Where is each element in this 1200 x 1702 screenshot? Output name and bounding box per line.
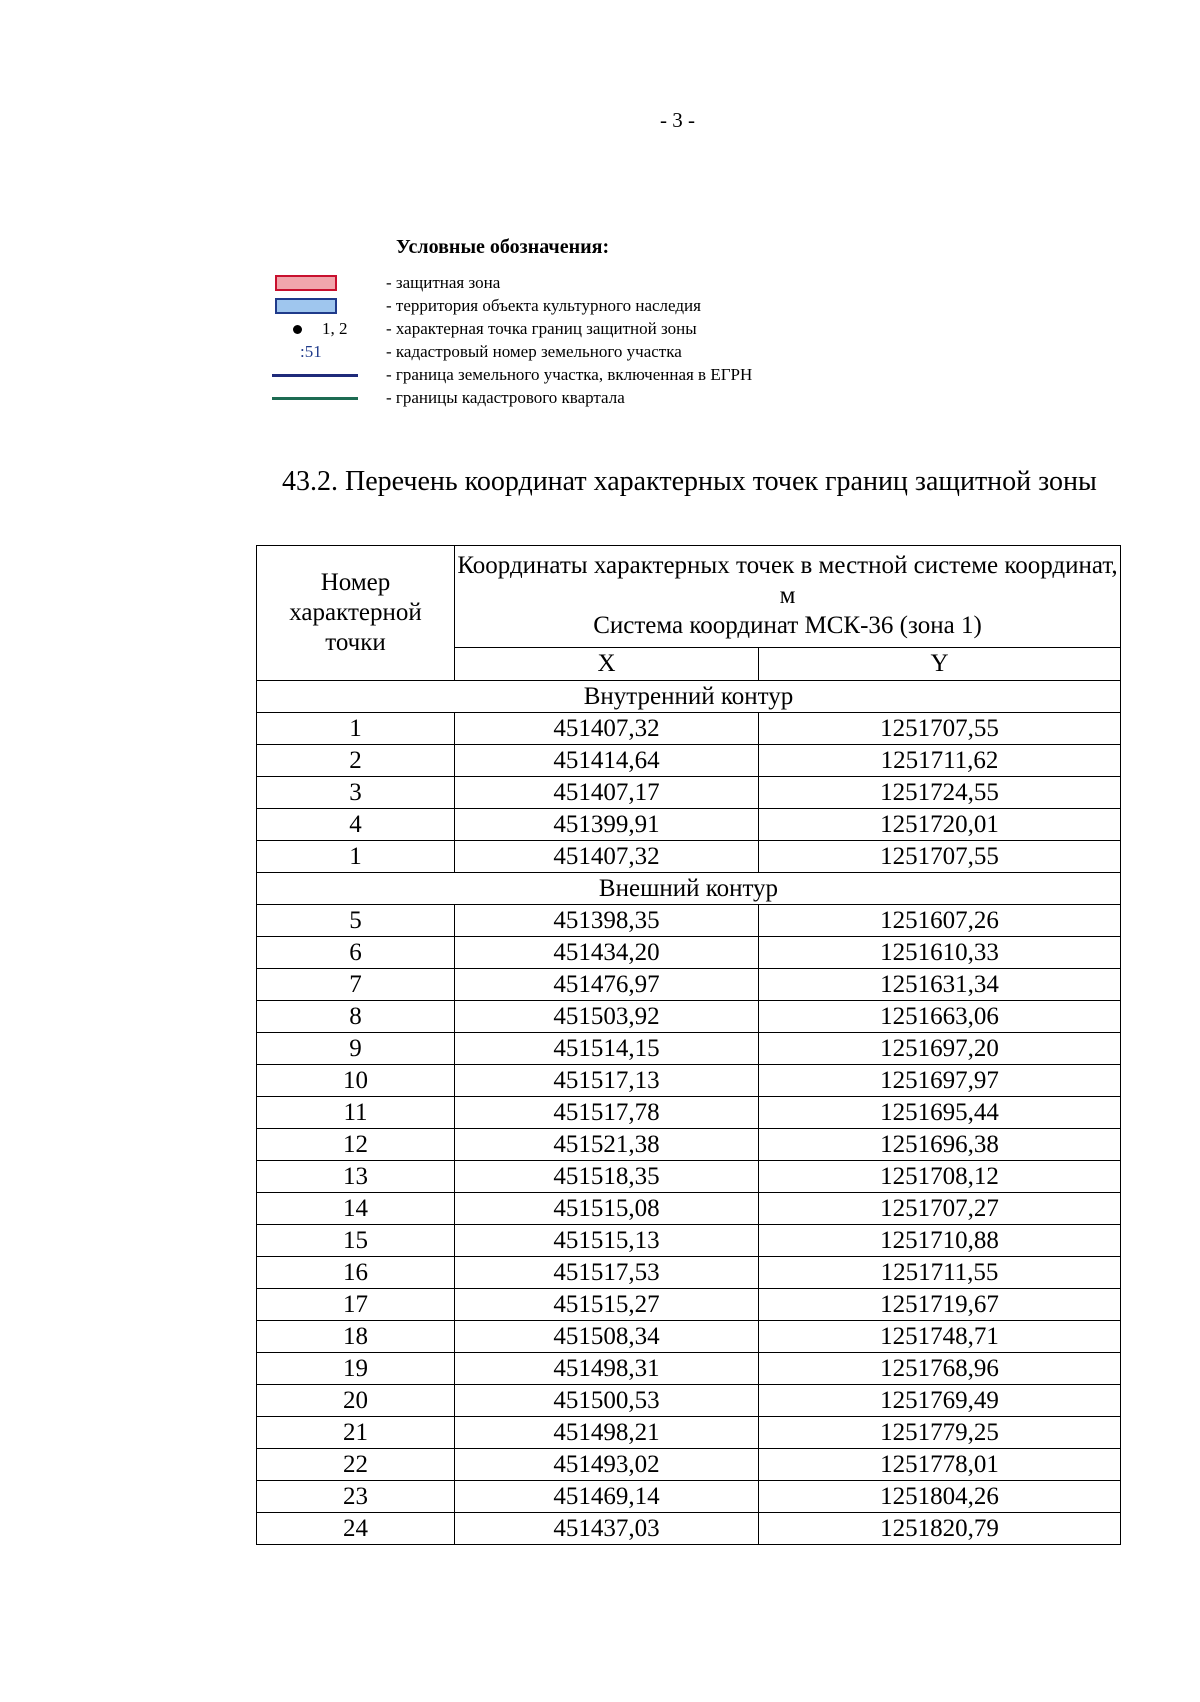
y-coordinate-cell: 1251769,49: [759, 1385, 1121, 1417]
legend-description: - защитная зона: [386, 273, 501, 292]
parcel-boundary-line-icon: [272, 374, 358, 377]
heritage-territory-swatch-icon: [275, 298, 337, 314]
x-coordinate-cell: 451517,78: [455, 1097, 759, 1129]
cadastral-quarter-line-icon: [272, 397, 358, 400]
table-row: [257, 809, 1121, 841]
x-coordinate-cell: 451498,31: [455, 1353, 759, 1385]
page-number: - 3 -: [660, 108, 695, 132]
point-number-cell: 23: [257, 1481, 455, 1513]
y-coordinate-cell: 1251748,71: [759, 1321, 1121, 1353]
table-row: [257, 1449, 1121, 1481]
y-coordinate-cell: 1251710,88: [759, 1225, 1121, 1257]
table-row: [257, 1481, 1121, 1513]
table-row: [257, 841, 1121, 873]
point-dot-icon: [293, 325, 302, 334]
point-number-cell: 22: [257, 1449, 455, 1481]
table-header-row: [257, 546, 1121, 648]
x-coordinate-cell: 451517,53: [455, 1257, 759, 1289]
y-coordinate-cell: 1251768,96: [759, 1353, 1121, 1385]
table-row: [257, 1033, 1121, 1065]
y-coordinate-cell: 1251778,01: [759, 1449, 1121, 1481]
header-point-number: Номер характерной точки: [257, 546, 455, 681]
x-coordinate-cell: 451515,08: [455, 1193, 759, 1225]
y-coordinate-cell: 1251607,26: [759, 905, 1121, 937]
x-coordinate-cell: 451517,13: [455, 1065, 759, 1097]
point-number-cell: 9: [257, 1033, 455, 1065]
legend-symbol: [272, 341, 376, 363]
x-coordinate-cell: 451518,35: [455, 1161, 759, 1193]
section-name: Внешний контур: [257, 873, 1121, 905]
point-number-cell: 12: [257, 1129, 455, 1161]
point-number-cell: 5: [257, 905, 455, 937]
point-number-cell: 1: [257, 713, 455, 745]
y-coordinate-cell: 1251711,62: [759, 745, 1121, 777]
point-number-cell: 8: [257, 1001, 455, 1033]
table-row: [257, 1001, 1121, 1033]
y-coordinate-cell: 1251663,06: [759, 1001, 1121, 1033]
legend-description: - границы кадастрового квартала: [386, 388, 625, 407]
table-row: [257, 777, 1121, 809]
x-coordinate-cell: 451508,34: [455, 1321, 759, 1353]
point-number-cell: 1: [257, 841, 455, 873]
table-row: [257, 969, 1121, 1001]
header-y: Y: [759, 647, 1121, 680]
y-coordinate-cell: 1251696,38: [759, 1129, 1121, 1161]
point-number-cell: 7: [257, 969, 455, 1001]
table-row: [257, 1417, 1121, 1449]
cadastral-number-label: :51: [300, 342, 322, 361]
section-title: 43.2. Перечень координат характерных точек границ защитной зоны: [282, 466, 1097, 497]
point-number-cell: 11: [257, 1097, 455, 1129]
header-coordinates-line1: Координаты характерных точек в местной системе координат, м: [457, 552, 1118, 610]
y-coordinate-cell: 1251720,01: [759, 809, 1121, 841]
point-number-cell: 10: [257, 1065, 455, 1097]
table-row: [257, 1161, 1121, 1193]
table-row: [257, 1321, 1121, 1353]
legend-item: [272, 272, 1172, 294]
y-coordinate-cell: 1251779,25: [759, 1417, 1121, 1449]
x-coordinate-cell: 451398,35: [455, 905, 759, 937]
legend-title: Условные обозначения:: [396, 236, 610, 258]
legend-description: - территория объекта культурного наследия: [386, 296, 701, 315]
y-coordinate-cell: 1251697,97: [759, 1065, 1121, 1097]
section-row: [257, 681, 1121, 713]
table-row: [257, 1129, 1121, 1161]
y-coordinate-cell: 1251804,26: [759, 1481, 1121, 1513]
table-row: [257, 1353, 1121, 1385]
point-number-cell: 4: [257, 809, 455, 841]
legend-item: [272, 364, 1172, 386]
protection-zone-swatch-icon: [275, 275, 337, 291]
x-coordinate-cell: 451407,17: [455, 777, 759, 809]
x-coordinate-cell: 451434,20: [455, 937, 759, 969]
table-row: [257, 937, 1121, 969]
x-coordinate-cell: 451437,03: [455, 1513, 759, 1545]
header-coordinates-line2: Система координат МСК-36 (зона 1): [593, 612, 982, 640]
y-coordinate-cell: 1251711,55: [759, 1257, 1121, 1289]
table-row: [257, 1513, 1121, 1545]
legend-description: - характерная точка границ защитной зоны: [386, 319, 697, 338]
point-number-cell: 15: [257, 1225, 455, 1257]
legend-symbol: [272, 387, 376, 409]
table-row: [257, 1097, 1121, 1129]
point-number-cell: 19: [257, 1353, 455, 1385]
x-coordinate-cell: 451407,32: [455, 713, 759, 745]
x-coordinate-cell: 451498,21: [455, 1417, 759, 1449]
legend-symbol: [272, 272, 376, 294]
y-coordinate-cell: 1251708,12: [759, 1161, 1121, 1193]
table-row: [257, 745, 1121, 777]
x-coordinate-cell: 451515,13: [455, 1225, 759, 1257]
table-row: [257, 1385, 1121, 1417]
point-number-cell: 13: [257, 1161, 455, 1193]
x-coordinate-cell: 451503,92: [455, 1001, 759, 1033]
x-coordinate-cell: 451476,97: [455, 969, 759, 1001]
point-label: 1, 2: [322, 319, 348, 338]
point-number-cell: 2: [257, 745, 455, 777]
header-x: X: [455, 647, 759, 680]
y-coordinate-cell: 1251631,34: [759, 969, 1121, 1001]
section-name: Внутренний контур: [257, 681, 1121, 713]
y-coordinate-cell: 1251724,55: [759, 777, 1121, 809]
y-coordinate-cell: 1251707,27: [759, 1193, 1121, 1225]
point-number-cell: 3: [257, 777, 455, 809]
y-coordinate-cell: 1251707,55: [759, 713, 1121, 745]
y-coordinate-cell: 1251719,67: [759, 1289, 1121, 1321]
legend-symbol: [272, 364, 376, 386]
table-row: [257, 713, 1121, 745]
x-coordinate-cell: 451414,64: [455, 745, 759, 777]
legend-description: - граница земельного участка, включенная в ЕГРН: [386, 365, 753, 384]
x-coordinate-cell: 451407,32: [455, 841, 759, 873]
point-number-cell: 16: [257, 1257, 455, 1289]
x-coordinate-cell: 451521,38: [455, 1129, 759, 1161]
point-number-cell: 18: [257, 1321, 455, 1353]
point-number-cell: 24: [257, 1513, 455, 1545]
table-row: [257, 1225, 1121, 1257]
table-row: [257, 1289, 1121, 1321]
y-coordinate-cell: 1251697,20: [759, 1033, 1121, 1065]
table-row: [257, 905, 1121, 937]
point-number-cell: 17: [257, 1289, 455, 1321]
point-number-cell: 20: [257, 1385, 455, 1417]
point-number-cell: 6: [257, 937, 455, 969]
x-coordinate-cell: 451469,14: [455, 1481, 759, 1513]
x-coordinate-cell: 451514,15: [455, 1033, 759, 1065]
x-coordinate-cell: 451515,27: [455, 1289, 759, 1321]
point-number-cell: 21: [257, 1417, 455, 1449]
legend-symbol: [272, 318, 376, 340]
legend-item: [272, 295, 1172, 317]
y-coordinate-cell: 1251820,79: [759, 1513, 1121, 1545]
coordinates-table: [256, 545, 1121, 1545]
section-row: [257, 873, 1121, 905]
y-coordinate-cell: 1251695,44: [759, 1097, 1121, 1129]
point-number-cell: 14: [257, 1193, 455, 1225]
x-coordinate-cell: 451493,02: [455, 1449, 759, 1481]
table-row: [257, 1193, 1121, 1225]
legend-item: [272, 387, 1172, 409]
legend-symbol: [272, 295, 376, 317]
x-coordinate-cell: 451399,91: [455, 809, 759, 841]
header-coordinates: [455, 546, 1121, 648]
x-coordinate-cell: 451500,53: [455, 1385, 759, 1417]
table-row: [257, 1065, 1121, 1097]
table-row: [257, 1257, 1121, 1289]
y-coordinate-cell: 1251610,33: [759, 937, 1121, 969]
y-coordinate-cell: 1251707,55: [759, 841, 1121, 873]
legend-description: - кадастровый номер земельного участка: [386, 342, 682, 361]
legend-item: [272, 341, 1172, 363]
legend-item: [272, 318, 1172, 340]
